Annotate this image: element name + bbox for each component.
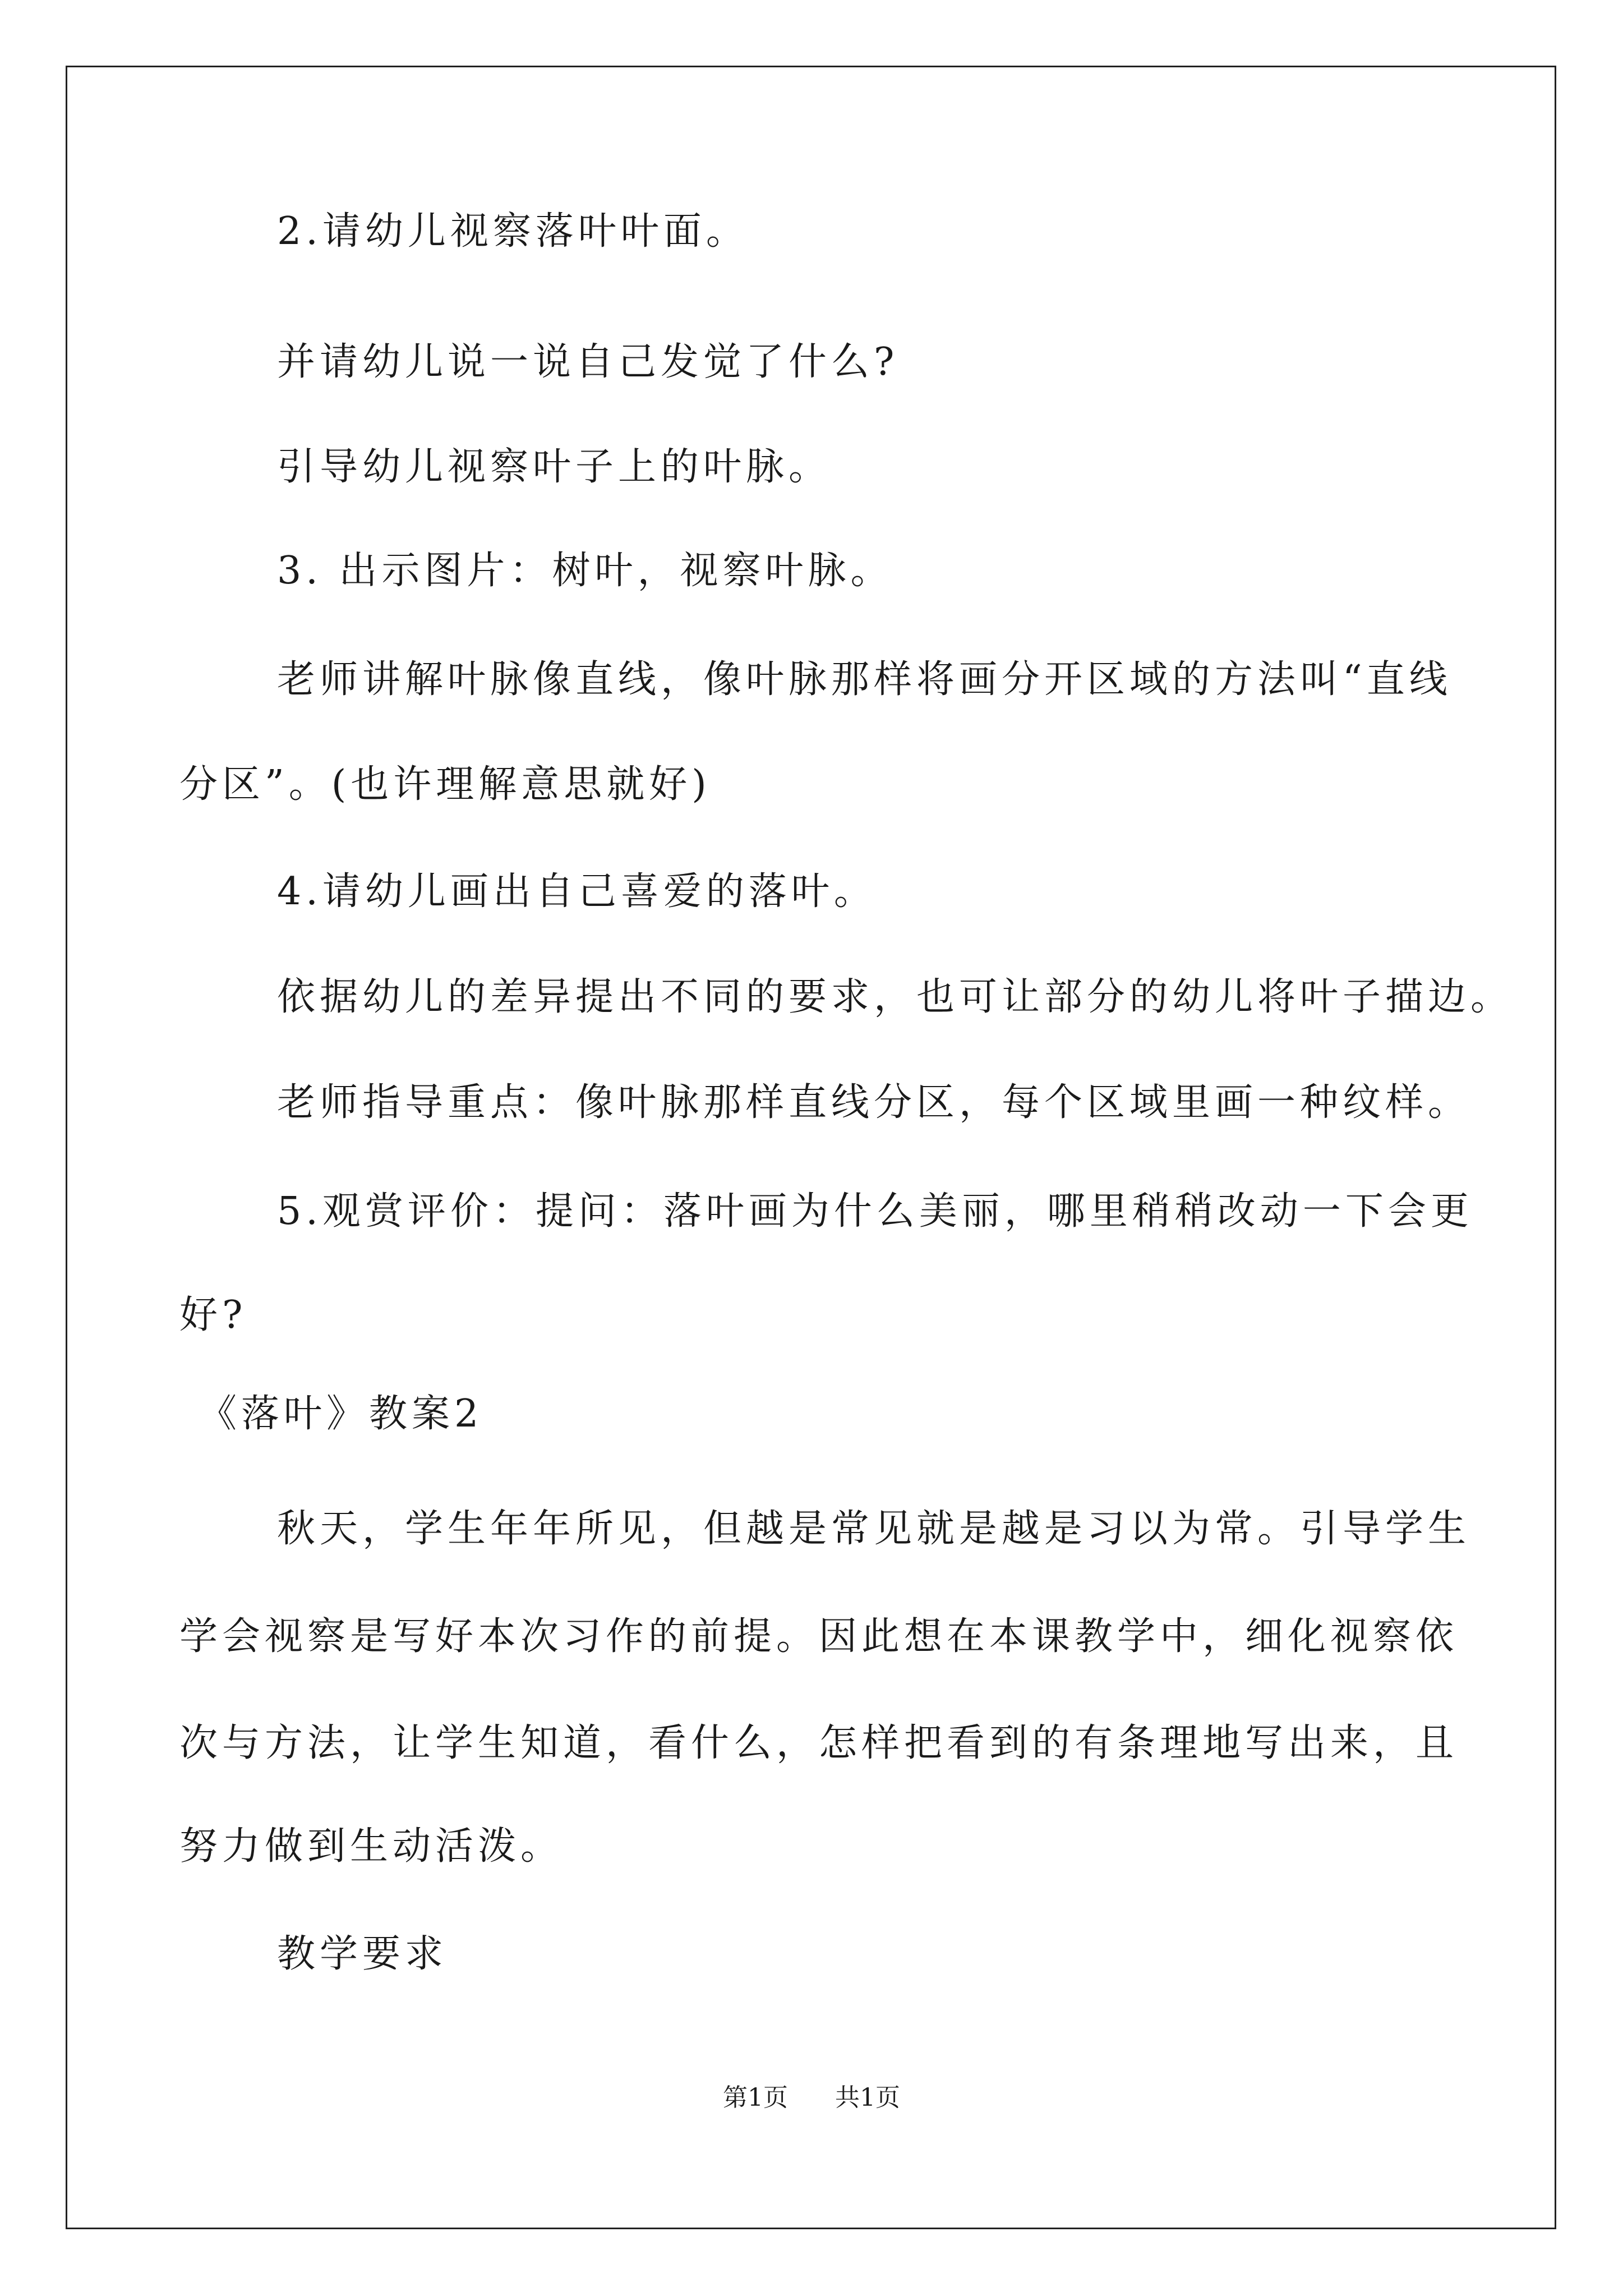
text-line-partition-note: 分区”。(也许理解意思就好) bbox=[179, 762, 711, 807]
text-line-differentiation: 依据幼儿的差异提出不同的要求，也可让部分的幼儿将叶子描边。 bbox=[277, 975, 1514, 1019]
text-line-step-2: 2.请幼儿视察落叶叶面。 bbox=[277, 209, 749, 254]
text-line-guide-veins: 引导幼儿视察叶子上的叶脉。 bbox=[277, 445, 832, 489]
text-line-vivid: 努力做到生动活泼。 bbox=[179, 1824, 564, 1869]
text-line-step-4: 4.请幼儿画出自己喜爱的落叶。 bbox=[277, 869, 877, 914]
text-line-method: 次与方法，让学生知道，看什么，怎样把看到的有条理地写出来，且 bbox=[179, 1721, 1459, 1765]
page-number: 第1页 bbox=[723, 2083, 788, 2112]
page-border bbox=[66, 66, 1556, 2229]
subheading-teaching-requirements: 教学要求 bbox=[277, 1932, 448, 1976]
text-line-ask-children: 并请幼儿说一说自己发觉了什么? bbox=[277, 340, 899, 384]
text-line-step-5: 5.观赏评价：提问：落叶画为什么美丽，哪里稍稍改动一下会更 bbox=[277, 1189, 1473, 1234]
text-line-autumn: 秋天，学生年年所见，但越是常见就是越是习以为常。引导学生 bbox=[277, 1507, 1471, 1551]
text-line-teacher-explains: 老师讲解叶脉像直线，像叶脉那样将画分开区域的方法叫“直线 bbox=[277, 657, 1452, 702]
section-heading-lesson-2: 《落叶》教案2 bbox=[199, 1392, 483, 1436]
text-line-teacher-focus: 老师指导重点：像叶脉那样直线分区，每个区域里画一种纹样。 bbox=[277, 1080, 1471, 1125]
page-total: 共1页 bbox=[835, 2083, 900, 2112]
text-line-step-3: 3. 出示图片：树叶，视察叶脉。 bbox=[277, 549, 893, 593]
text-line-step-5-cont: 好? bbox=[179, 1293, 247, 1337]
page-footer bbox=[0, 2082, 1623, 2114]
text-line-observation: 学会视察是写好本次习作的前提。因此想在本课教学中，细化视察依 bbox=[179, 1614, 1459, 1659]
